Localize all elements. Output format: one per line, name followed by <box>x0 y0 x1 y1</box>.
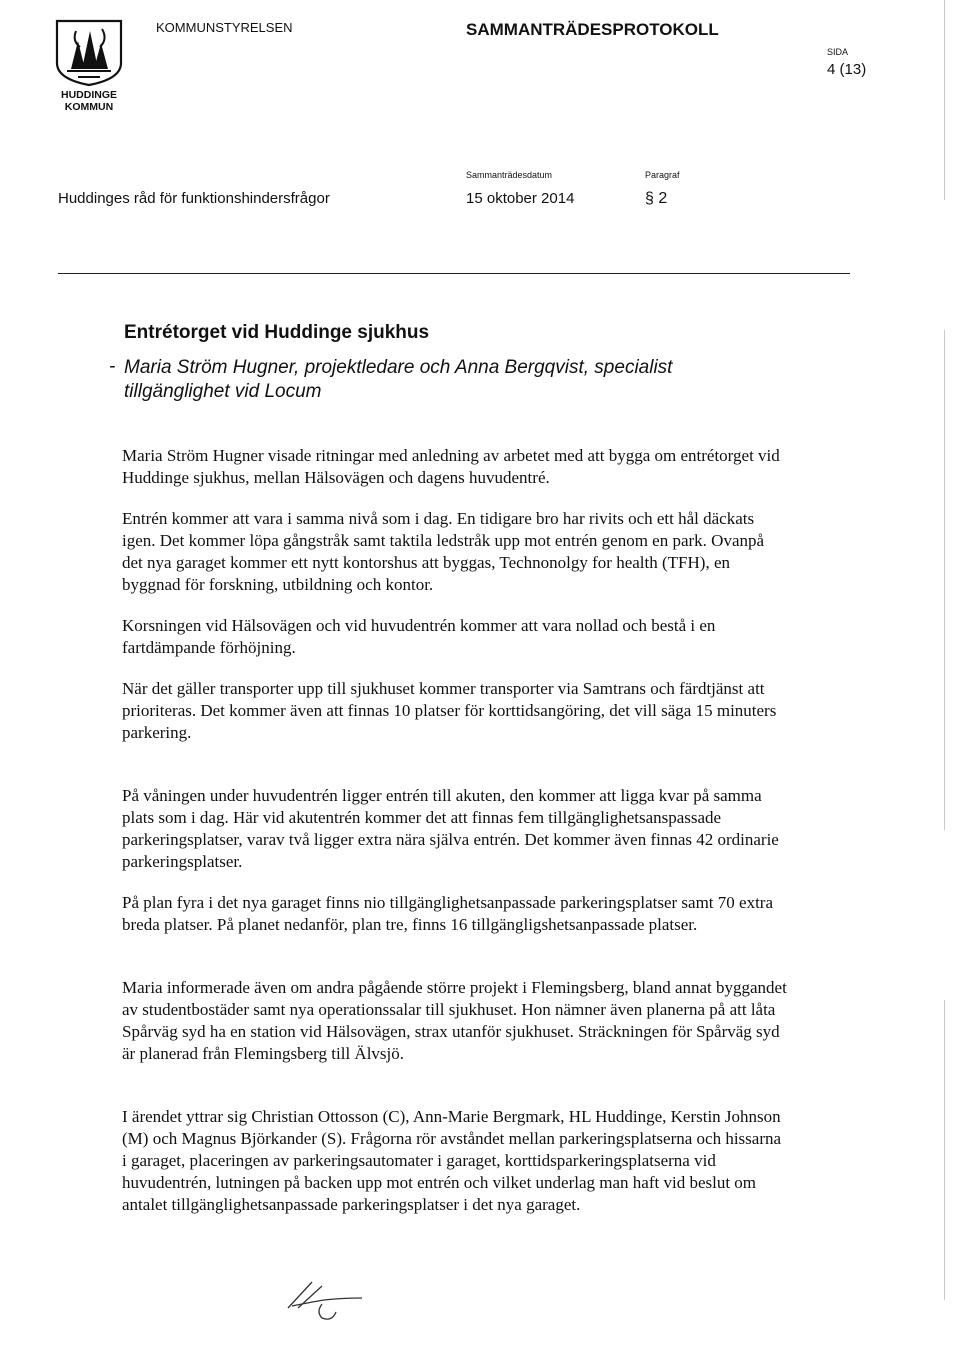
signature-initials <box>282 1278 372 1324</box>
municipality-name: HUDDINGE KOMMUN <box>60 89 117 113</box>
scan-edge-line <box>944 0 945 200</box>
page-number: 4 (13) <box>827 61 867 78</box>
paragraph: På plan fyra i det nya garaget finns nio tillgänglighetsanpassade parkeringsplatser samt 70 extra breda platser. På planet nedanför, plan tre, finns 16 tillgängligshetsanpassade platser. <box>122 893 773 934</box>
meeting-date: 15 oktober 2014 <box>466 190 575 207</box>
paragraph: Maria Ström Hugner visade ritningar med anledning av arbetet med att bygga om entrétorget vid Huddinge sjukhus, mellan Hälsovägen och dagens huvudentré. <box>122 446 780 487</box>
meeting-date-label: Sammanträdesdatum <box>466 170 553 180</box>
paragraph: Entrén kommer att vara i samma nivå som i dag. En tidigare bro har rivits och ett hål däckats igen. Det kommer löpa gångstråk samt taktila ledstråk upp mot entrén genom en park. Ovanpå det nya garaget kommer ett nytt kontorshus att byggas, Technonolgy for health (TFH), en byggnad för forskning, utbildning och kontor. <box>122 509 765 594</box>
subtitle-dash: - <box>109 356 116 377</box>
paragraph: Korsningen vid Hälsovägen och vid huvudentrén kommer att vara nollad och bestå i en fartdämpande förhöjning. <box>122 616 716 657</box>
paragraph: I ärendet yttrar sig Christian Ottosson (C), Ann-Marie Bergmark, HL Huddinge, Kerstin Johnson (M) och Magnus Björkander (S). Frågorna rör avståndet mellan parkeringsplatserna och hissarna i garaget, placeringen av parkeringsautomater i garaget, korttidsparkeringsplatserna vid huvudentrén, lutningen på backen upp mot entrén och vilket underlag man haft vid beslut om antalet tillgänglighetsanpassade parkeringsplatser i det nya garaget. <box>122 1107 782 1214</box>
paragraph-number: § 2 <box>645 190 668 207</box>
paragraph: Maria informerade även om andra pågående större projekt i Flemingsberg, bland annat byggandet av studentbostäder samt nya operationssalar till sjukhuset. Hon nämner även planerna på att låta Spårväg syd ha en station vid Hälsovägen, strax utanför sjukhuset. Sträckningen för Spårväg syd är planerad från Flemingsberg till Älvsjö. <box>122 978 787 1063</box>
minutes-body <box>122 445 787 1216</box>
council-name: Huddinges råd för funktionshindersfrågor <box>58 190 330 207</box>
scan-edge-line <box>944 1000 945 1300</box>
scan-edge-line <box>944 330 945 830</box>
document-type: SAMMANTRÄDESPROTOKOLL <box>466 20 719 39</box>
municipality-logo <box>54 19 124 87</box>
page-label: SIDA <box>827 47 849 57</box>
paragraph-label: Paragraf <box>645 170 680 180</box>
paragraph: På våningen under huvudentrén ligger entrén till akuten, den kommer att ligga kvar på samma plats som i dag. Här vid akutentrén kommer det att finnas fem tillgänglighetsanspassade parkeringsplatser, varav två ligger extra nära själva entrén. Det kommer även finnas 42 ordinarie parkeringsplatser. <box>122 786 779 871</box>
agenda-title: Entrétorget vid Huddinge sjukhus <box>124 322 430 343</box>
header-divider <box>58 273 850 274</box>
agenda-subtitle: Maria Ström Hugner, projektledare och Anna Bergqvist, specialist tillgänglighet vid Locum <box>124 357 673 402</box>
paragraph: När det gäller transporter upp till sjukhuset kommer transporter via Samtrans och färdtjänst att prioriteras. Det kommer även att finnas 10 platser för korttidsangöring, det vill säga 15 minuters parkering. <box>122 679 777 742</box>
board-name: KOMMUNSTYRELSEN <box>156 20 293 35</box>
